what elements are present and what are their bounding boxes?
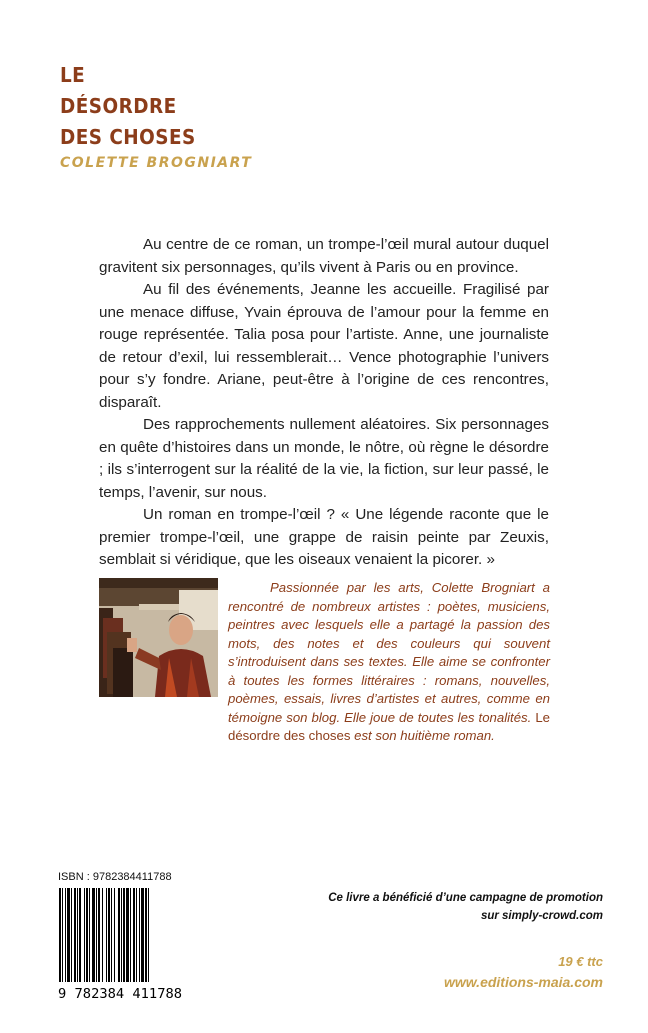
barcode	[57, 888, 183, 1000]
author-name: COLETTE BROGNIART	[60, 155, 253, 171]
promo-link: sur simply-crowd.com	[480, 910, 603, 922]
synopsis-paragraph: Au centre de ce roman, un trompe-l’œil mural autour duquel gravitent six personnages, qu’ils vivent à Paris ou en province.	[99, 236, 549, 276]
synopsis	[99, 234, 549, 572]
bio-text-end: est son huitième roman.	[354, 728, 495, 743]
website: www.editions-maia.com	[444, 974, 603, 990]
title-line: LE	[60, 63, 86, 87]
title-line: DÉSORDRE	[60, 94, 177, 118]
author-photo	[99, 578, 218, 697]
book-title	[60, 60, 196, 153]
isbn-label: ISBN : 9782384411788	[58, 871, 172, 883]
author-bio	[228, 579, 550, 746]
price: 19 € ttc	[558, 954, 603, 969]
synopsis-paragraph: Des rapprochements nullement aléatoires. Six personnages en quête d’histoires dans un monde, le nôtre, où règne le désordre ; ils s’interrogent sur la réalité de la vie, la fiction, sur leur passé, le temps, l’avenir, sur nous.	[99, 416, 549, 501]
bio-book-title: Le désordre des choses	[228, 709, 550, 743]
promo-notice	[328, 889, 603, 925]
synopsis-paragraph: Un roman en trompe-l’œil ? « Une légende raconte que le premier trompe-l’œil, une grappe de raisin peinte par Zeuxis, semblait si véridique, que les oiseaux venaient la picorer. »	[99, 506, 549, 568]
synopsis-paragraph: Au fil des événements, Jeanne les accueille. Fragilisé par une menace diffuse, Yvain éprouva de l’amour pour la femme en rouge représentée. Talia posa pour l’artiste. Anne, une journaliste de retour d’exil, lui ressemblerait… Vence photographie l’univers pour s’y fondre. Ariane, peut-être à l’origine de ces rencontres, disparaît.	[99, 281, 549, 411]
title-line: DES CHOSES	[60, 125, 196, 149]
bio-text: Passionnée par les arts, Colette Brogniart a rencontré de nombreux artistes : poètes, musiciens, peintres avec lesquels elle a partagé la passion des mots, des notes et des couleurs qui souvent s’introduisent dans ses textes. Elle aime se confronter à toutes les formes littéraires : romans, nouvelles, poèmes, essais, livres d’artistes et autres, comme en témoigne son blog. Elle joue de toutes les tonalités.	[228, 580, 550, 725]
barcode-digits: 9 782384 411788	[58, 987, 182, 1000]
promo-line: Ce livre a bénéficié d’une campagne de promotion	[328, 892, 603, 904]
